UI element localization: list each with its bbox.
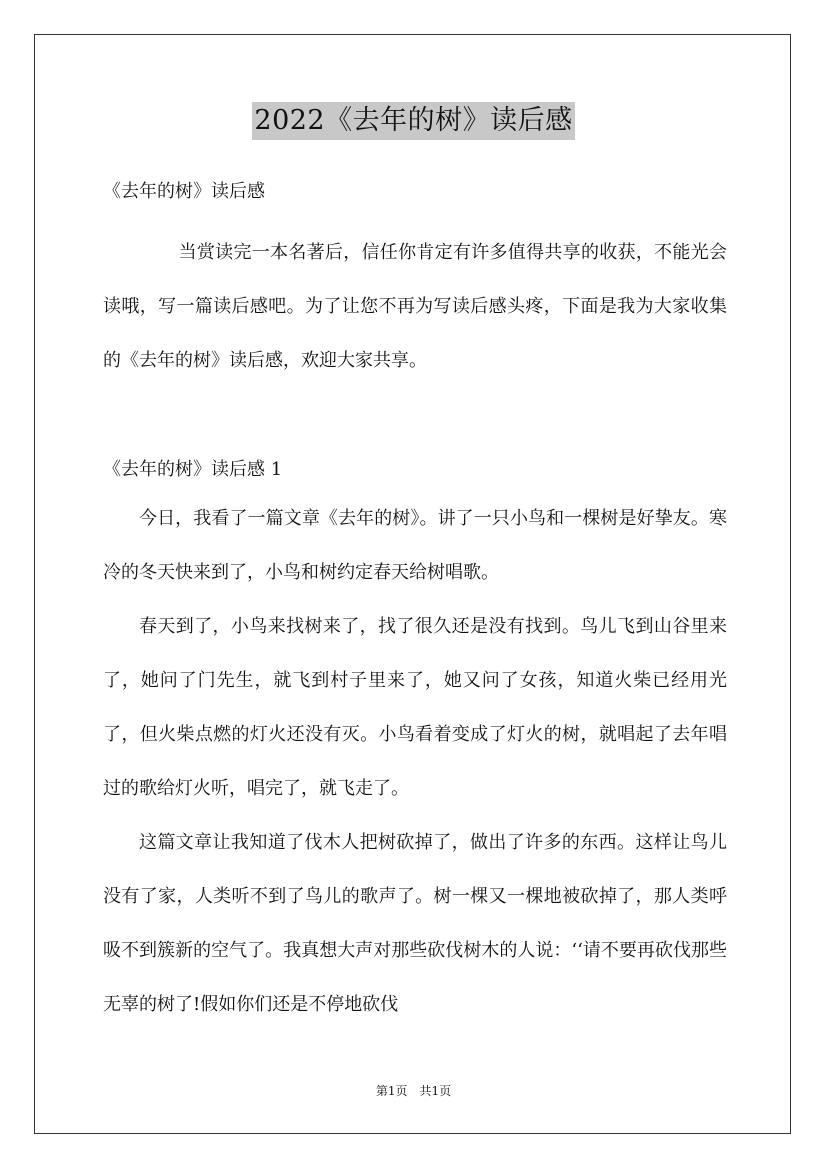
document-title: 2022《去年的树》读后感 — [252, 102, 574, 140]
section-gap — [103, 388, 727, 450]
body-paragraph: 今日，我看了一篇文章《去年的树》。讲了一只小鸟和一棵树是好挚友。寒冷的冬天快来到了，小鸟和树约定春天给树唱歌。 — [103, 508, 727, 583]
intro-paragraph: 当赏读完一本名著后，信任你肯定有许多值得共享的收获，不能光会读哦，写一篇读后感吧。为了让您不再为写读后感头疼，下面是我为大家收集的《去年的树》读后感，欢迎大家共享。 — [103, 242, 727, 371]
page-footer: 第1页 共1页 — [375, 1084, 452, 1098]
section-heading: 《去年的树》读后感 1 — [103, 459, 283, 480]
article-subtitle: 《去年的树》读后感 — [103, 181, 265, 202]
title-container — [0, 102, 827, 140]
body-paragraph: 春天到了，小鸟来找树来了，找了很久还是没有找到。鸟儿飞到山谷里来了，她问了门先生，就飞到村子里来了，她又问了女孩，知道火柴已经用光了，但火柴点燃的灯火还没有灭。小鸟看着变成了灯火的树，就唱起了去年唱过的歌给灯火听，唱完了，就飞走了。 — [103, 616, 727, 799]
body-paragraph: 这篇文章让我知道了伐木人把树砍掉了，做出了许多的东西。这样让鸟儿没有了家，人类听不到了鸟儿的歌声了。树一棵又一棵地被砍掉了，那人类呼吸不到簇新的空气了。我真想大声对那些砍伐树木的人说：‘‘请不要再砍伐那些无辜的树了!假如你们还是不停地砍伐 — [103, 832, 727, 1015]
document-body — [103, 172, 727, 1032]
